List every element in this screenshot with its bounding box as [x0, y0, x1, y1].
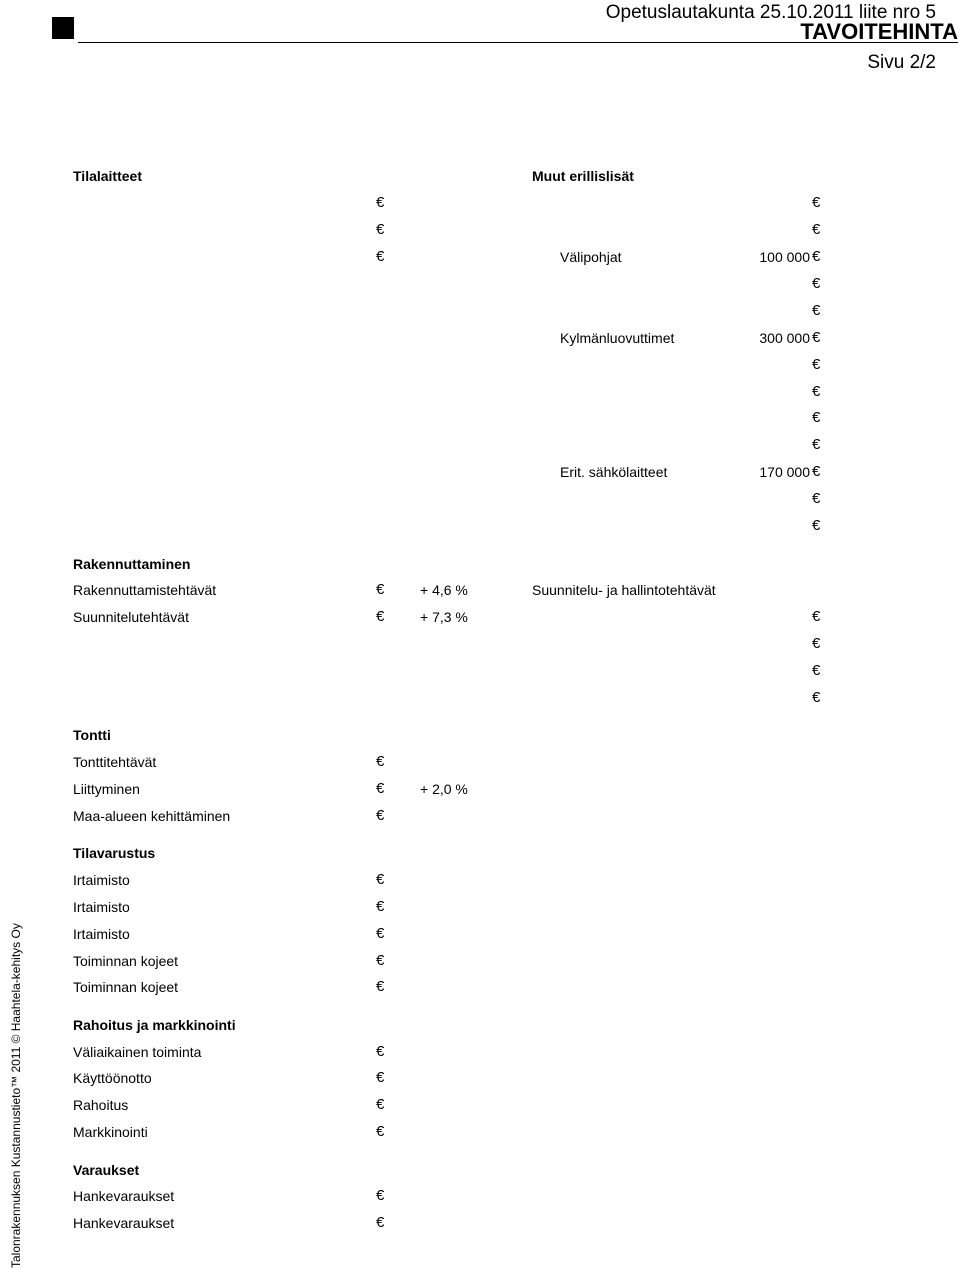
suunnitelu-hallinto-label: Suunnitelu- ja hallintotehtävät — [532, 582, 716, 598]
muut-item-value: 300 000 — [759, 330, 810, 346]
euro-sign: € — [812, 383, 821, 400]
section-tilavarustus: Tilavarustus — [73, 845, 156, 861]
muut-item-value: 100 000 — [759, 249, 810, 265]
euro-sign: € — [376, 952, 385, 969]
euro-sign: € — [812, 517, 821, 534]
euro-sign: € — [812, 248, 821, 265]
euro-sign: € — [376, 925, 385, 942]
muut-item-label: Kylmänluovuttimet — [560, 330, 675, 346]
euro-sign: € — [376, 194, 385, 211]
euro-sign: € — [812, 275, 821, 292]
rahoitus-item-label: Rahoitus — [73, 1097, 129, 1113]
euro-sign: € — [376, 898, 385, 915]
euro-sign: € — [812, 463, 821, 480]
section-tilalaitteet: Tilalaitteet — [73, 168, 142, 184]
muut-item-value: 170 000 — [759, 464, 810, 480]
euro-sign: € — [812, 409, 821, 426]
section-rakennuttaminen: Rakennuttaminen — [73, 556, 191, 572]
euro-sign: € — [376, 1214, 385, 1231]
euro-sign: € — [812, 490, 821, 507]
euro-sign: € — [812, 608, 821, 625]
euro-sign: € — [376, 221, 385, 238]
header-divider — [78, 42, 958, 43]
tontti-item-label: Liittyminen — [73, 781, 140, 797]
rahoitus-item-label: Väliaikainen toiminta — [73, 1044, 202, 1060]
meeting-reference: Opetuslautakunta 25.10.2011 liite nro 5 — [605, 2, 936, 23]
euro-sign: € — [812, 662, 821, 679]
euro-sign: € — [376, 248, 385, 265]
euro-sign: € — [376, 807, 385, 824]
tilavarustus-item-label: Irtaimisto — [73, 899, 130, 915]
sidebar-copyright: Talonrakennuksen Kustannustieto™ 2011 © Haahtela-kehitys Oy — [9, 923, 23, 1268]
euro-sign: € — [376, 780, 385, 797]
euro-sign: € — [812, 221, 821, 238]
euro-sign: € — [376, 1096, 385, 1113]
tontti-item-label: Tonttitehtävät — [73, 754, 157, 770]
euro-sign: € — [376, 871, 385, 888]
tilavarustus-item-label: Toiminnan kojeet — [73, 953, 179, 969]
euro-sign: € — [376, 1123, 385, 1140]
varaukset-item-label: Hankevaraukset — [73, 1188, 175, 1204]
euro-sign: € — [812, 635, 821, 652]
header-black-square — [52, 17, 74, 39]
euro-sign: € — [812, 356, 821, 373]
euro-sign: € — [376, 1069, 385, 1086]
tontti-item-percent: + 2,0 % — [420, 781, 468, 797]
euro-sign: € — [812, 436, 821, 453]
euro-sign: € — [376, 1043, 385, 1060]
euro-sign: € — [376, 581, 385, 598]
rakennuttaminen-item-label: Suunnitelutehtävät — [73, 609, 189, 625]
euro-sign: € — [376, 753, 385, 770]
tontti-item-label: Maa-alueen kehittäminen — [73, 808, 231, 824]
rakennuttaminen-item-percent: + 7,3 % — [420, 609, 468, 625]
euro-sign: € — [376, 978, 385, 995]
euro-sign: € — [812, 302, 821, 319]
euro-sign: € — [812, 194, 821, 211]
muut-item-label: Erit. sähkölaitteet — [560, 464, 668, 480]
section-rahoitus: Rahoitus ja markkinointi — [73, 1017, 236, 1033]
muut-item-label: Välipohjat — [560, 249, 622, 265]
section-muut-erillislisat: Muut erillislisät — [532, 168, 634, 184]
page-title: TAVOITEHINTA — [800, 19, 958, 44]
euro-sign: € — [812, 689, 821, 706]
section-tontti: Tontti — [73, 727, 111, 743]
rahoitus-item-label: Markkinointi — [73, 1124, 148, 1140]
tilavarustus-item-label: Irtaimisto — [73, 926, 130, 942]
rahoitus-item-label: Käyttöönotto — [73, 1070, 152, 1086]
euro-sign: € — [376, 1187, 385, 1204]
euro-sign: € — [812, 329, 821, 346]
page-number: Sivu 2/2 — [867, 52, 936, 73]
tilavarustus-item-label: Toiminnan kojeet — [73, 979, 179, 995]
euro-sign: € — [376, 608, 385, 625]
tilavarustus-item-label: Irtaimisto — [73, 872, 130, 888]
rakennuttaminen-item-label: Rakennuttamistehtävät — [73, 582, 217, 598]
rakennuttaminen-item-percent: + 4,6 % — [420, 582, 468, 598]
section-varaukset: Varaukset — [73, 1162, 140, 1178]
varaukset-item-label: Hankevaraukset — [73, 1215, 175, 1231]
